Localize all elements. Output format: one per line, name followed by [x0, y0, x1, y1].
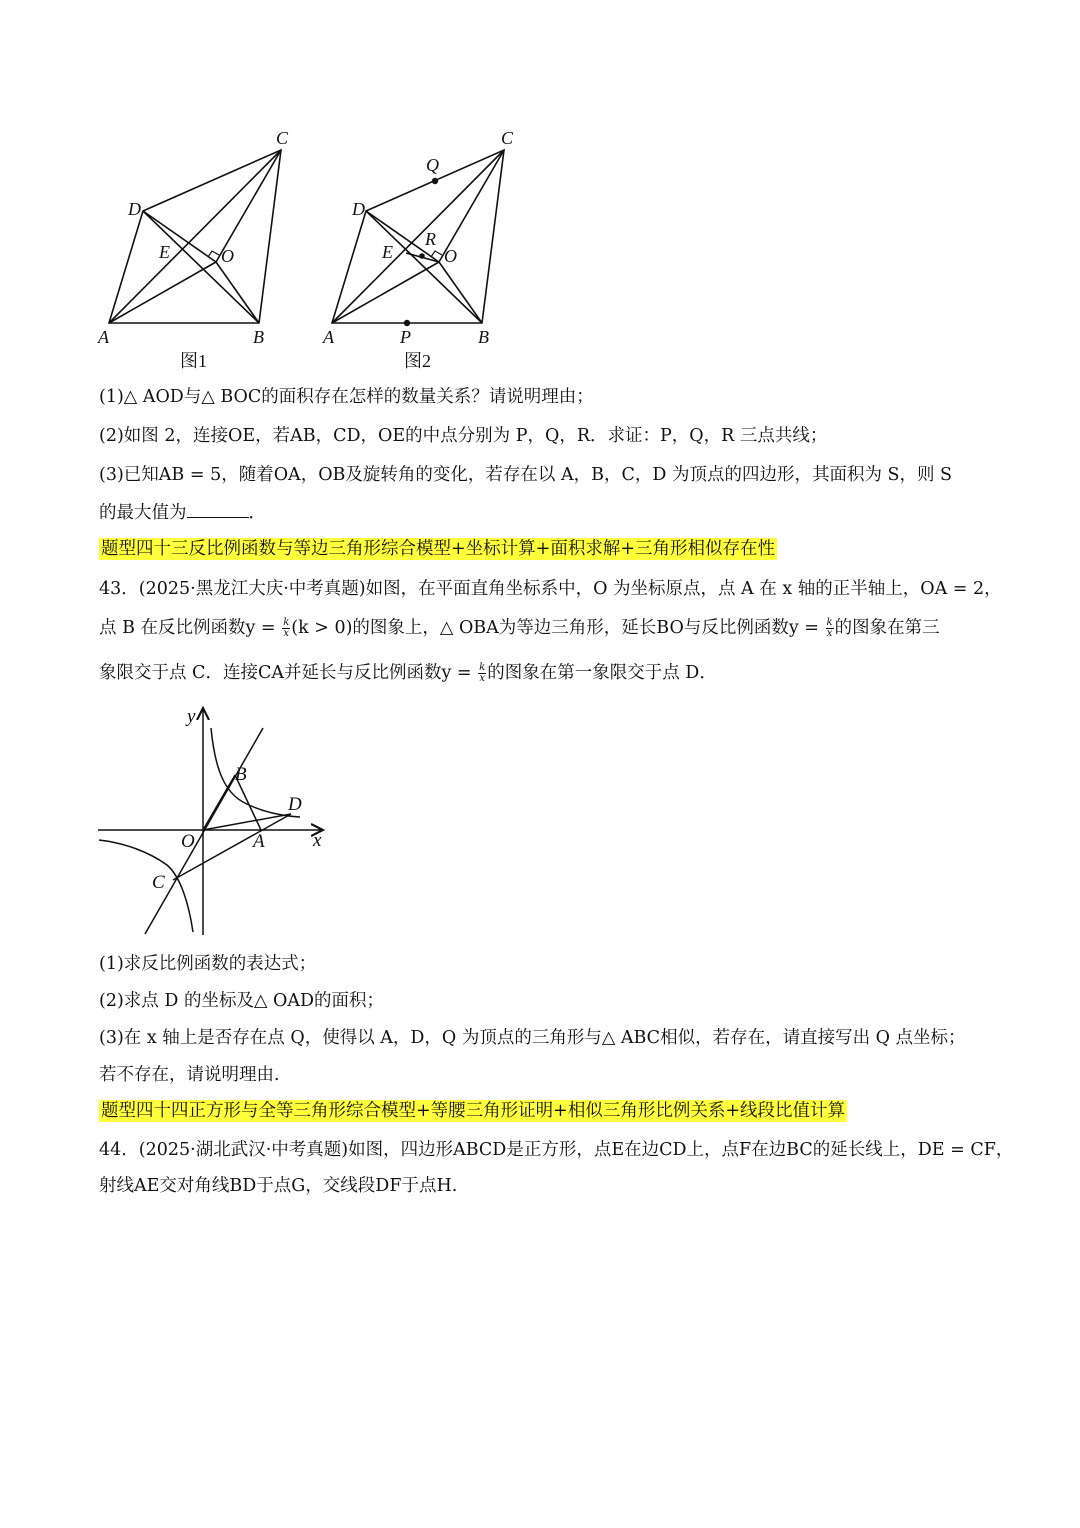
figure-3: [95, 700, 335, 940]
line-OB: [203, 775, 235, 830]
frac-denominator: x: [826, 628, 833, 639]
label-O-fig3: O: [181, 831, 195, 852]
label-B-fig2: B: [478, 327, 489, 347]
caption-fig1: 图1: [180, 351, 207, 371]
label-C-fig2: C: [501, 128, 514, 148]
q43-line1: 43．(2025·黑龙江大庆·中考真题)如图，在平面直角坐标系中，O 为坐标原点，点 A 在 x 轴的正半轴上，OA = 2，: [99, 579, 1002, 599]
label-D-fig2: D: [352, 199, 365, 219]
line-BD-fig1: [143, 211, 259, 323]
frac-denominator: x: [479, 673, 486, 684]
right-angle-mark-fig2: [431, 251, 442, 257]
point-P-fig2: [404, 320, 410, 326]
frac-numerator: k: [479, 662, 486, 673]
q42-part3-suffix: ．: [248, 503, 266, 523]
label-E-fig2: E: [382, 242, 393, 262]
frac-numerator: k: [826, 617, 833, 628]
line-BO-fig1: [216, 262, 259, 323]
label-y-axis: y: [187, 706, 196, 727]
label-E-fig1: E: [159, 242, 170, 262]
point-R-fig2: [419, 253, 425, 259]
q43-line2-a: 点 B 在反比例函数y =: [99, 618, 276, 638]
line-DO-fig1: [143, 211, 216, 262]
q44-line1: 44．(2025·湖北武汉·中考真题)如图，四边形ABCD是正方形，点E在边CD上，点F在边BC的延长线上，DE = CF，: [99, 1140, 1014, 1160]
topic-44-highlight: 题型四十四正方形与全等三角形综合模型+等腰三角形证明+相似三角形比例关系+线段比值计算: [101, 1101, 845, 1121]
figure-1: [95, 125, 310, 375]
answer-blank[interactable]: [187, 501, 249, 518]
label-A-fig3: A: [253, 831, 265, 852]
topic-44-heading: [99, 1099, 999, 1123]
label-A-fig1: A: [98, 327, 109, 347]
caption-fig2: 图2: [404, 351, 431, 371]
q44-line2: 射线AE交对角线BD于点G，交线段DF于点H.: [99, 1176, 458, 1196]
q42-part3-prefix: 的最大值为: [99, 503, 187, 523]
label-D-fig3: D: [288, 794, 302, 815]
q43-line3: [99, 661, 999, 685]
label-A-fig2: A: [323, 327, 334, 347]
label-O-fig1: O: [221, 246, 234, 266]
frac-denominator: x: [283, 628, 290, 639]
q43-line2-b: (k > 0)的图象上，△ OBA为等边三角形，延长BO与反比例函数y =: [291, 618, 819, 638]
line-BC: [145, 728, 263, 934]
figure-2: [318, 125, 533, 375]
q43-part2: (2)求点 D 的坐标及△ OAD的面积；: [99, 991, 384, 1011]
label-D-fig1: D: [128, 199, 141, 219]
right-angle-mark-fig1: [208, 251, 219, 257]
line-BO-fig2: [439, 262, 482, 323]
q43-part3-line2: 若不存在，请说明理由.: [99, 1065, 280, 1085]
label-C-fig1: C: [276, 128, 289, 148]
point-Q-fig2: [432, 178, 438, 184]
q43-part1: (1)求反比例函数的表达式；: [99, 954, 317, 974]
label-O-fig2: O: [444, 246, 457, 266]
q43-line3-b: 的图象在第一象限交于点 D．: [487, 663, 717, 683]
fraction-k-over-x: [826, 618, 834, 639]
topic-43-highlight: 题型四十三反比例函数与等边三角形综合模型+坐标计算+面积求解+三角形相似存在性: [101, 539, 775, 559]
label-P-fig2: P: [400, 327, 411, 347]
label-B-fig1: B: [253, 327, 264, 347]
fraction-k-over-x: [478, 663, 486, 684]
hyperbola-branch-q3: [99, 840, 193, 932]
label-x-axis: x: [313, 830, 322, 851]
label-C-fig3: C: [152, 872, 165, 893]
line-BD-fig2: [366, 211, 482, 323]
q43-line2: [99, 616, 999, 640]
label-R-fig2: R: [425, 229, 436, 249]
q42-part1: (1)△ AOD与△ BOC的面积存在怎样的数量关系？请说明理由；: [99, 387, 594, 407]
label-B-fig3: B: [235, 764, 247, 785]
q43-line2-c: 的图象在第三: [834, 618, 940, 638]
topic-43-heading: [99, 537, 999, 561]
label-Q-fig2: Q: [426, 155, 439, 175]
frac-numerator: k: [283, 617, 290, 628]
q43-line3-a: 象限交于点 C．连接CA并延长与反比例函数y =: [99, 663, 472, 683]
q42-part3-line2: [99, 501, 999, 525]
q43-part3-line1: (3)在 x 轴上是否存在点 Q，使得以 A，D，Q 为顶点的三角形与△ ABC相似，若存在，请直接写出 Q 点坐标；: [99, 1028, 966, 1048]
q42-part3-line1: (3)已知AB = 5，随着OA，OB及旋转角的变化，若存在以 A，B，C，D 为顶点的四边形，其面积为 S，则 S: [99, 465, 953, 485]
q42-part2: (2)如图 2，连接OE，若AB，CD，OE的中点分别为 P，Q，R．求证：P，Q，R 三点共线；: [99, 426, 828, 446]
fraction-k-over-x: [282, 618, 290, 639]
